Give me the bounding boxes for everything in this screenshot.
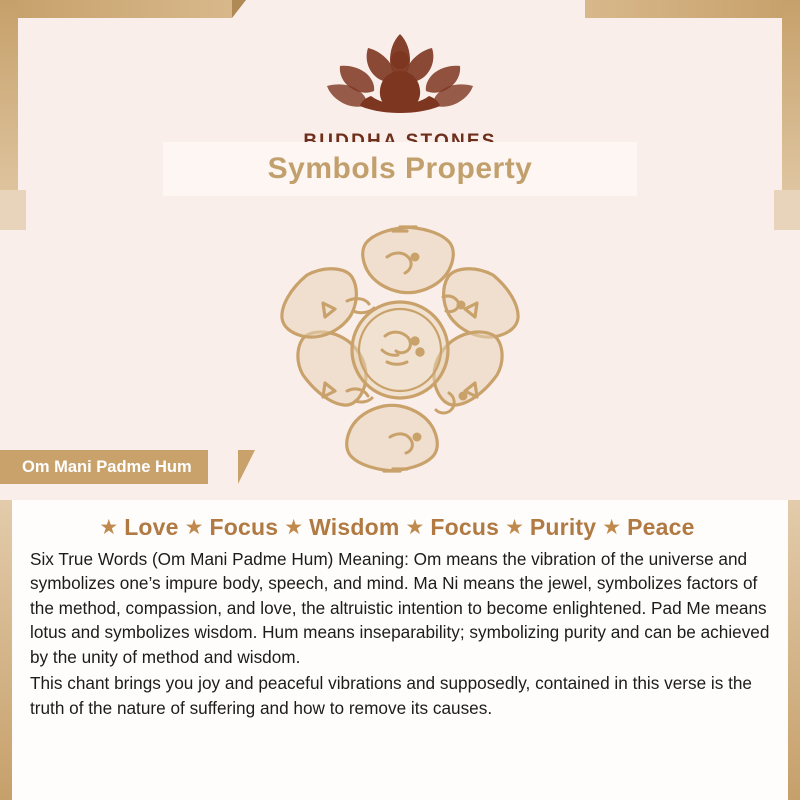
- paragraph: This chant brings you joy and peaceful vibrations and supposedly, contained in this verse is the truth of the nature of suffering and how to remove its causes.: [30, 673, 752, 718]
- om-mani-padme-hum-mandala-icon: [235, 205, 565, 500]
- content-panel: [12, 500, 788, 800]
- star-icon: ★: [284, 516, 304, 539]
- page-title: Symbols Property: [267, 152, 533, 185]
- star-icon: ★: [99, 516, 119, 539]
- brand-logo: [0, 20, 800, 153]
- star-icon: ★: [184, 516, 204, 539]
- description-text: [30, 547, 770, 720]
- star-icon: ★: [602, 516, 622, 539]
- tag-label: Om Mani Padme Hum: [22, 457, 192, 476]
- lotus-meditation-icon: [305, 20, 495, 125]
- title-banner: [163, 142, 637, 196]
- star-icon: ★: [505, 516, 524, 539]
- keyword-item: Focus: [430, 514, 500, 540]
- tag-notch-icon: [238, 450, 255, 484]
- keyword-list: [30, 510, 770, 547]
- keyword-item: Peace: [627, 514, 695, 540]
- keyword-item: Purity: [529, 514, 597, 540]
- keyword-item: Love: [124, 514, 179, 540]
- corner-ribbon-bottom-right: [786, 500, 800, 800]
- star-icon: ★: [405, 516, 425, 539]
- edge-accent-right: [774, 190, 800, 230]
- corner-ribbon-top-left: [0, 0, 232, 18]
- paragraph: Six True Words (Om Mani Padme Hum) Meaning: Om means the vibration of the universe and symbolizes one’s impure body, speech, and mind. Ma Ni means the jewel, symbolizes factors of the method, compassion, and love, the altruistic intention to become enlightened. Pad Me means lotus and symbolizes wisdom. Hum means inseparability; symbolizing purity and can be achieved by the unity of method and wisdom.: [30, 549, 770, 667]
- edge-accent-left: [0, 190, 26, 230]
- status-badge: [0, 450, 208, 484]
- corner-ribbon-top-right: [585, 0, 800, 18]
- corner-ribbon-fold-icon: [232, 0, 246, 18]
- keyword-item: Wisdom: [309, 514, 400, 540]
- keyword-item: Focus: [209, 514, 279, 540]
